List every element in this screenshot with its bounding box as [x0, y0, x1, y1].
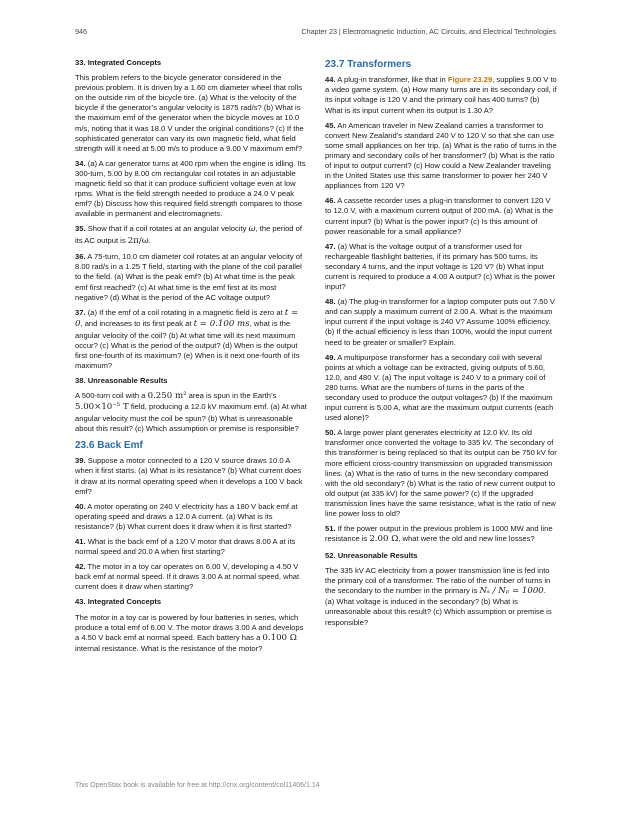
- math-expression: Nₛ / Nₚ = 1000: [479, 585, 544, 596]
- problem-text: Show that if a coil rotates at an angular velocity: [87, 224, 249, 234]
- problem-text: A plug-in transformer, like that in: [337, 75, 448, 85]
- problem-number: 39.: [75, 456, 86, 466]
- problem-number: 49.: [325, 352, 336, 362]
- problem-text: A multipurpose transformer has a secondary coil with several points at which a voltage can be extracted, giving outputs of 5.60, 12.0, and 480 V. (a) The input voltage is 240 V to a primary coil of 280 turns. What are the numbers of turns in the parts of the secondary used to produce the output voltages? (b) If the maximum input current is 5.00 A, what are the maximum output currents (each used alone)?: [325, 352, 554, 423]
- problem-text: , what is the angular velocity of the coil? (b) At what time will its next maximum occur? (c) What is the period of the output? (d) When is the output first one-fourth of its maximum? (e) When is it next one-fourth of its maximum?: [75, 319, 300, 370]
- page-footer: This OpenStax book is available for free at http://cnx.org/content/col11406/1.14: [75, 782, 320, 789]
- problem-heading: Integrated Concepts: [87, 58, 162, 67]
- problem-paragraph: [325, 428, 557, 519]
- problem-text: , supplies 9.00 V to a video game system. (a) How many turns are in its secondary coil, if its input voltage is 120 V and the primary coil has 400 turns? (b) What is its input current when its output is 1.30 A?: [325, 75, 557, 115]
- problem-paragraph: [325, 566, 557, 628]
- math-expression: t = 0.100 ms: [193, 319, 250, 330]
- problem-number: 35.: [75, 224, 86, 234]
- left-column: [75, 58, 307, 659]
- problem-text: An American traveler in New Zealand carries a transformer to convert New Zealand’s standard 240 V to 120 V so that she can use some small appliances on her trip. (a) What is the ratio of turns in the primary and secondary coils of her transformer? (b) What is the ratio of input to output current? (c) How could a New Zealander traveling in the United States use this same transformer to power her 240 V appliances from 120 V?: [325, 120, 557, 191]
- problem-paragraph: [75, 613, 307, 655]
- problem-number: 51.: [325, 524, 336, 534]
- math-expression: 0.250 m²: [147, 391, 187, 402]
- problem-text: Suppose a motor connected to a 120 V source draws 10.0 A when it first starts. (a) What is its resistance? (b) What current does it draw at its normal operating speed when it develops a 100 V back emf?: [75, 456, 303, 496]
- problem-paragraph: [325, 297, 557, 347]
- problem-paragraph: [75, 537, 307, 557]
- problem-text: This problem refers to the bicycle generator considered in the previous problem. It is driven by a 1.60 cm diameter wheel that rolls on the outside rim of the bicycle tire. (a) What is the velocity of the bicycle if the generator’s angular velocity is 1875 rad/s? (b) What is the maximum emf of the generator when the bicycle moves at 10.0 m/s, noting that it was 18.0 V under the original conditions? (c) If the sophisticated generator can vary its own magnetic field, what field strength will it need at 5.00 m/s to produce a 9.00 V maximum emf?: [75, 73, 304, 153]
- problem-number: 44.: [325, 75, 336, 85]
- problem-paragraph: [75, 562, 307, 592]
- problem-paragraph: [325, 353, 557, 424]
- chapter-title: Chapter 23 | Electromagnetic Induction, AC Circuits, and Electrical Technologies: [301, 27, 556, 36]
- problem-number: 38.: [75, 375, 86, 385]
- problem-paragraph: [75, 252, 307, 302]
- problem-paragraph: [325, 75, 557, 115]
- problem-text: . (a) What voltage is induced in the secondary? (b) What is unreasonable about this result? (c) Which assumption or premise is responsible?: [325, 585, 552, 627]
- section-heading: 23.7 Transformers: [325, 59, 412, 70]
- problem-text: (a) A car generator turns at 400 rpm when the engine is idling. Its 300-turn, 5.00 by 8.00 cm rectangular coil rotates in an adjustable magnetic field so that it can produce sufficient voltage even at low rpms. What is the field strength needed to produce a 24.0 V peak emf? (b) Discuss how this required field strength compares to those available in permanent and electromagnets.: [75, 158, 306, 219]
- problem-text: A 75-turn, 10.0 cm diameter coil rotates at an angular velocity of 8.00 rad/s in a 1.25 T field, starting with the plane of the coil parallel to the field. (a) What is the peak emf? (b) At what time is the peak emf first reached? (c) At what time is the emf first at its most negative? (d) What is the period of the AC voltage output?: [75, 252, 303, 302]
- problem-text: , the period of its AC output is: [75, 224, 302, 245]
- problem-paragraph: [325, 551, 557, 561]
- problem-number: 46.: [325, 196, 336, 206]
- problem-number: 34.: [75, 158, 86, 168]
- problem-paragraph: [325, 242, 557, 292]
- problem-number: 47.: [325, 241, 336, 251]
- problem-text: area is spun in the Earth’s: [186, 391, 277, 401]
- problem-number: 36.: [75, 252, 86, 262]
- right-column: [325, 58, 557, 633]
- problem-paragraph: [75, 73, 307, 154]
- problem-text: The motor in a toy car operates on 6.00 V, developing a 4.50 V back emf at normal speed. If it draws 3.00 A at normal speed, what current does it draw when starting?: [75, 562, 300, 592]
- math-expression: ω: [248, 224, 256, 235]
- problem-paragraph: [325, 121, 557, 192]
- problem-paragraph: [75, 159, 307, 220]
- problem-text: (a) If the emf of a coil rotating in a magnetic field is zero at: [87, 307, 285, 317]
- problem-text: A 500-turn coil with a: [75, 391, 148, 401]
- problem-text: (a) What is the voltage output of a transformer used for rechargeable flashlight batteries, if its primary has 500 turns, its secondary 4 turns, and the input voltage is 120 V? (b) What input current is required to produce a 4.00 A output? (c) What is the power input?: [325, 241, 556, 292]
- problem-paragraph: [75, 376, 307, 386]
- problem-text: A large power plant generates electricity at 12.0 kV. Its old transformer once converted the voltage to 335 kV. The secondary of this transformer is being replaced so that its output can be 750 kV for more efficient cross-country transmission on upgraded transmission lines. (a) What is the ratio of turns in the new secondary compared with the old secondary? (b) What is the ratio of new current output to old output (at 335 kV) for the same power? (c) If the upgraded transmission lines have the same resistance, what is the ratio of new line power loss to old?: [325, 428, 557, 519]
- problem-number: 48.: [325, 297, 336, 307]
- math-expression: 2.00 Ω: [369, 534, 399, 545]
- problem-heading: Integrated Concepts: [87, 597, 162, 607]
- math-expression: 2π/ω: [127, 235, 149, 246]
- problem-paragraph: [75, 58, 307, 68]
- problem-text: (a) The plug-in transformer for a laptop computer puts out 7.50 V and can supply a maximum current of 2.00 A. What is the maximum input current if the input voltage is 240 V? Assume 100% efficiency. (b) If the actual efficiency is less than 100%, would the input current need to be greater or smaller? Explain.: [325, 297, 555, 347]
- math-expression: t = 0: [75, 307, 299, 330]
- problem-paragraph: [75, 597, 307, 607]
- problem-text: , what were the old and new line losses?: [398, 534, 535, 544]
- math-expression: 5.00×10⁻⁵ T: [75, 402, 129, 413]
- problem-text: If the power output in the previous problem is 1000 MW and line resistance is: [325, 524, 553, 544]
- problem-paragraph: [75, 391, 307, 434]
- problem-paragraph: [75, 224, 307, 247]
- problem-paragraph: [325, 524, 557, 546]
- problem-number: 42.: [75, 562, 86, 572]
- figure-link[interactable]: Figure 23.29: [447, 75, 493, 85]
- math-expression: 0.100 Ω: [262, 632, 297, 643]
- problem-text: The 335 kV AC electricity from a power transmission line is fed into the primary coil of a transformer. The ratio of the number of turns in the secondary to the number in the primary is: [325, 565, 551, 595]
- problem-text: internal resistance. What is the resistance of the motor?: [75, 644, 263, 654]
- problem-heading: Unreasonable Results: [87, 375, 168, 385]
- problem-number: 50.: [325, 428, 336, 438]
- problem-text: A motor operating on 240 V electricity has a 180 V back emf at operating speed and draws a 12.0 A current. (a) What is its resistance? (b) What current does it draw when it is first started?: [75, 501, 298, 531]
- problem-paragraph: [325, 196, 557, 236]
- problem-text: The motor in a toy car is powered by four batteries in series, which produce a total emf of 6.00 V. The motor draws 3.00 A and develops a 4.50 V back emf at normal speed. Each battery has a: [75, 612, 304, 642]
- problem-number: 45.: [325, 120, 336, 130]
- page-number: 946: [75, 27, 87, 36]
- problem-paragraph: [75, 456, 307, 496]
- problem-number: 37.: [75, 307, 86, 317]
- section-heading: 23.6 Back Emf: [75, 440, 143, 452]
- problem-heading: Unreasonable Results: [337, 550, 418, 560]
- problem-number: 33.: [75, 58, 86, 67]
- problem-paragraph: [75, 502, 307, 532]
- problem-text: What is the back emf of a 120 V motor that draws 8.00 A at its normal speed and 20.0 A when first starting?: [75, 537, 296, 557]
- problem-text: field, producing a 12.0 kV maximum emf. (a) At what angular velocity must the coil be spun? (b) What is unreasonable about this result? (c) Which assumption or premise is responsible?: [75, 402, 307, 433]
- problem-text: .: [148, 235, 151, 245]
- problem-text: , and increases to its first peak at: [80, 319, 194, 329]
- problem-paragraph: [75, 308, 307, 371]
- problem-number: 43.: [75, 597, 86, 607]
- problem-number: 41.: [75, 537, 86, 547]
- problem-number: 52.: [325, 550, 336, 560]
- problem-text: A cassette recorder uses a plug-in transformer to convert 120 V to 12.0 V, with a maximum current output of 200 mA. (a) What is the current input? (b) What is the power input? (c) Is this amount of power reasonable for a small appliance?: [325, 196, 554, 236]
- problem-number: 40.: [75, 501, 86, 511]
